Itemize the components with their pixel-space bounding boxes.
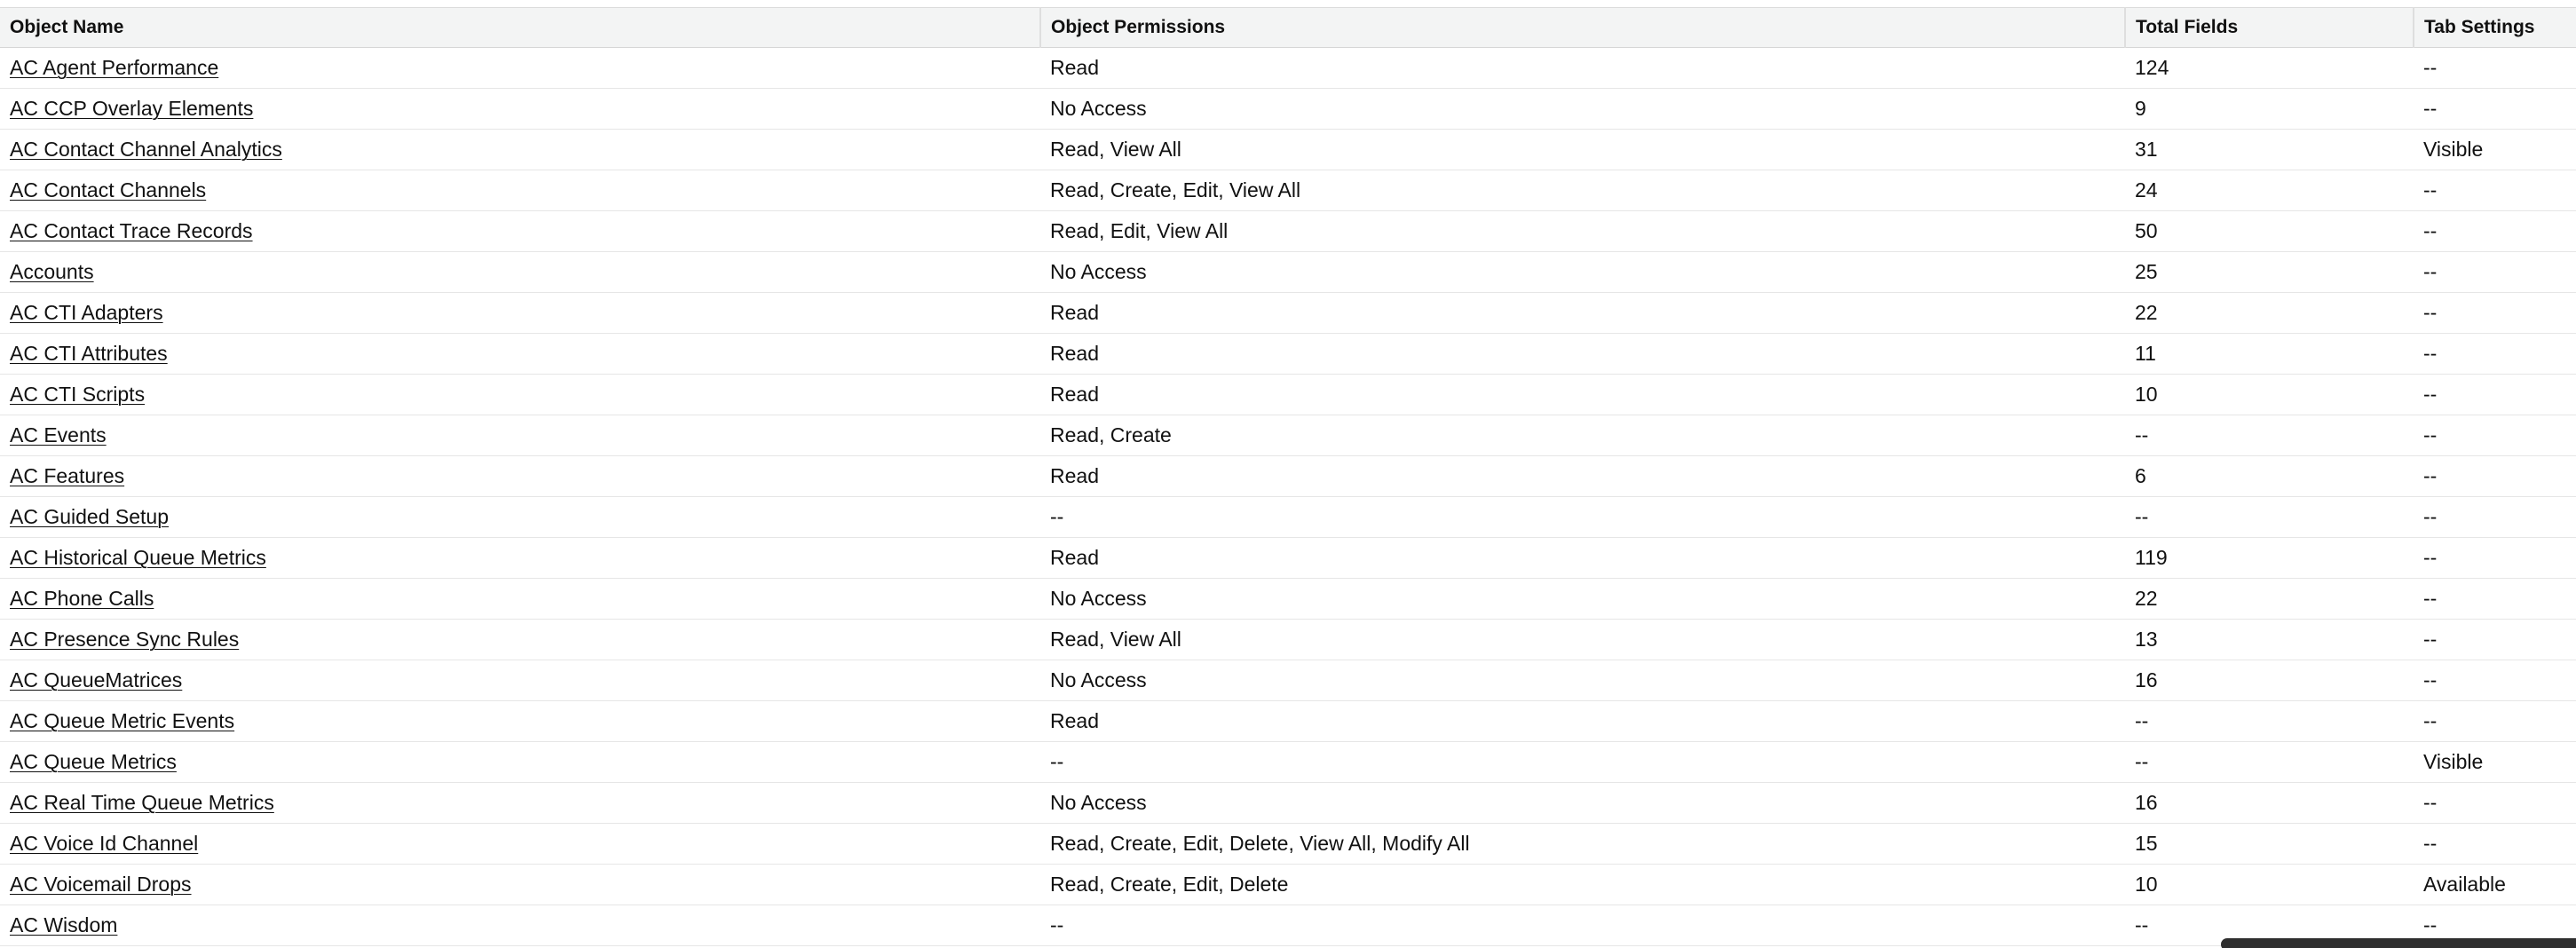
cell-tab-settings: --: [2414, 905, 2576, 946]
object-name-link[interactable]: AC Agent Performance: [10, 56, 219, 79]
cell-tab-settings: --: [2414, 579, 2576, 620]
object-settings-table: [0, 7, 2576, 946]
cell-total-fields: 22: [2125, 293, 2414, 334]
cell-total-fields: 31: [2125, 130, 2414, 170]
cell-tab-settings: --: [2414, 89, 2576, 130]
object-name-link[interactable]: AC Historical Queue Metrics: [10, 546, 266, 569]
cell-tab-settings: --: [2414, 701, 2576, 742]
table-row: [0, 89, 2576, 130]
object-name-link[interactable]: AC CCP Overlay Elements: [10, 97, 254, 120]
cell-tab-settings: --: [2414, 334, 2576, 375]
cell-total-fields: 9: [2125, 89, 2414, 130]
cell-object-name: [0, 620, 1040, 660]
cell-object-permissions: Read, View All: [1040, 620, 2125, 660]
cell-object-permissions: Read: [1040, 48, 2125, 89]
table-row: [0, 701, 2576, 742]
cell-tab-settings: --: [2414, 252, 2576, 293]
cell-object-permissions: Read: [1040, 293, 2125, 334]
object-name-link[interactable]: AC CTI Adapters: [10, 301, 163, 324]
header-object-name[interactable]: Object Name: [0, 8, 1040, 48]
cell-object-name: [0, 497, 1040, 538]
object-name-link[interactable]: AC Contact Channel Analytics: [10, 138, 282, 161]
cell-object-name: [0, 252, 1040, 293]
cell-tab-settings: Visible: [2414, 742, 2576, 783]
cell-total-fields: 22: [2125, 579, 2414, 620]
cell-tab-settings: Available: [2414, 865, 2576, 905]
cell-object-name: [0, 48, 1040, 89]
cell-object-name: [0, 170, 1040, 211]
cell-object-name: [0, 579, 1040, 620]
table-row: [0, 293, 2576, 334]
cell-total-fields: --: [2125, 742, 2414, 783]
cell-object-name: [0, 865, 1040, 905]
object-name-link[interactable]: AC Queue Metrics: [10, 750, 177, 773]
cell-object-permissions: No Access: [1040, 89, 2125, 130]
object-settings-table-container: [0, 7, 2576, 946]
object-name-link[interactable]: AC Voice Id Channel: [10, 832, 199, 855]
table-row: [0, 783, 2576, 824]
cell-object-permissions: Read, View All: [1040, 130, 2125, 170]
cell-object-name: [0, 824, 1040, 865]
cell-object-permissions: No Access: [1040, 783, 2125, 824]
header-object-permissions[interactable]: Object Permissions: [1040, 8, 2125, 48]
object-name-link[interactable]: AC QueueMatrices: [10, 668, 183, 691]
cell-object-permissions: --: [1040, 497, 2125, 538]
table-row: [0, 865, 2576, 905]
cell-tab-settings: --: [2414, 293, 2576, 334]
cell-tab-settings: --: [2414, 660, 2576, 701]
cell-object-permissions: Read: [1040, 538, 2125, 579]
object-name-link[interactable]: AC Wisdom: [10, 913, 118, 936]
cell-object-permissions: Read, Create, Edit, Delete, View All, Modify All: [1040, 824, 2125, 865]
cell-tab-settings: --: [2414, 620, 2576, 660]
cell-object-name: [0, 293, 1040, 334]
cell-total-fields: 119: [2125, 538, 2414, 579]
table-row: [0, 252, 2576, 293]
cell-total-fields: 124: [2125, 48, 2414, 89]
table-row: [0, 415, 2576, 456]
cell-total-fields: 15: [2125, 824, 2414, 865]
cell-tab-settings: --: [2414, 375, 2576, 415]
table-row: [0, 456, 2576, 497]
cell-tab-settings: --: [2414, 170, 2576, 211]
table-row: [0, 824, 2576, 865]
cell-total-fields: --: [2125, 701, 2414, 742]
object-name-link[interactable]: AC Queue Metric Events: [10, 709, 235, 732]
cell-total-fields: 16: [2125, 783, 2414, 824]
cell-object-permissions: --: [1040, 905, 2125, 946]
cell-object-name: [0, 783, 1040, 824]
cell-object-permissions: No Access: [1040, 660, 2125, 701]
cell-object-permissions: Read, Edit, View All: [1040, 211, 2125, 252]
cell-object-permissions: Read, Create, Edit, View All: [1040, 170, 2125, 211]
cell-tab-settings: --: [2414, 415, 2576, 456]
cell-object-permissions: Read: [1040, 375, 2125, 415]
object-name-link[interactable]: AC Contact Trace Records: [10, 219, 253, 242]
table-row: [0, 742, 2576, 783]
table-row: [0, 905, 2576, 946]
cell-object-name: [0, 905, 1040, 946]
object-name-link[interactable]: AC Contact Channels: [10, 178, 207, 201]
cell-tab-settings: --: [2414, 497, 2576, 538]
object-name-link[interactable]: AC Guided Setup: [10, 505, 170, 528]
cell-total-fields: --: [2125, 415, 2414, 456]
cell-tab-settings: --: [2414, 783, 2576, 824]
cell-object-name: [0, 375, 1040, 415]
object-name-link[interactable]: AC Events: [10, 423, 107, 446]
cell-total-fields: 6: [2125, 456, 2414, 497]
cell-total-fields: --: [2125, 905, 2414, 946]
object-name-link[interactable]: AC Features: [10, 464, 125, 487]
cell-object-name: [0, 538, 1040, 579]
cell-tab-settings: --: [2414, 48, 2576, 89]
cell-object-name: [0, 660, 1040, 701]
cell-object-permissions: Read: [1040, 334, 2125, 375]
cell-total-fields: 11: [2125, 334, 2414, 375]
cell-total-fields: 25: [2125, 252, 2414, 293]
cell-total-fields: 16: [2125, 660, 2414, 701]
horizontal-scrollbar-thumb[interactable]: [2221, 938, 2576, 948]
table-header-row: [0, 8, 2576, 48]
object-name-link[interactable]: AC Phone Calls: [10, 587, 154, 610]
cell-object-name: [0, 89, 1040, 130]
cell-tab-settings: --: [2414, 824, 2576, 865]
cell-object-name: [0, 742, 1040, 783]
cell-object-permissions: --: [1040, 742, 2125, 783]
table-row: [0, 48, 2576, 89]
cell-object-name: [0, 130, 1040, 170]
cell-tab-settings: Visible: [2414, 130, 2576, 170]
table-row: [0, 660, 2576, 701]
cell-object-permissions: No Access: [1040, 252, 2125, 293]
table-row: [0, 538, 2576, 579]
object-name-link[interactable]: AC CTI Scripts: [10, 383, 146, 406]
cell-object-permissions: Read, Create, Edit, Delete: [1040, 865, 2125, 905]
cell-object-permissions: Read, Create: [1040, 415, 2125, 456]
cell-total-fields: 10: [2125, 865, 2414, 905]
cell-object-permissions: No Access: [1040, 579, 2125, 620]
cell-object-name: [0, 701, 1040, 742]
cell-object-name: [0, 211, 1040, 252]
cell-object-name: [0, 334, 1040, 375]
cell-total-fields: 24: [2125, 170, 2414, 211]
table-row: [0, 170, 2576, 211]
cell-tab-settings: --: [2414, 211, 2576, 252]
cell-tab-settings: --: [2414, 456, 2576, 497]
table-row: [0, 497, 2576, 538]
cell-total-fields: --: [2125, 497, 2414, 538]
cell-tab-settings: --: [2414, 538, 2576, 579]
cell-object-permissions: Read: [1040, 456, 2125, 497]
table-row: [0, 211, 2576, 252]
table-row: [0, 334, 2576, 375]
table-row: [0, 579, 2576, 620]
object-name-link[interactable]: AC Presence Sync Rules: [10, 628, 240, 651]
cell-object-name: [0, 456, 1040, 497]
header-tab-settings[interactable]: Tab Settings: [2414, 8, 2576, 48]
cell-total-fields: 13: [2125, 620, 2414, 660]
cell-object-permissions: Read: [1040, 701, 2125, 742]
cell-total-fields: 50: [2125, 211, 2414, 252]
object-name-link[interactable]: Accounts: [10, 260, 94, 283]
cell-total-fields: 10: [2125, 375, 2414, 415]
table-row: [0, 375, 2576, 415]
table-row: [0, 620, 2576, 660]
header-total-fields[interactable]: Total Fields: [2125, 8, 2414, 48]
table-body: [0, 48, 2576, 946]
table-row: [0, 130, 2576, 170]
object-name-link[interactable]: AC CTI Attributes: [10, 342, 168, 365]
cell-object-name: [0, 415, 1040, 456]
object-name-link[interactable]: AC Real Time Queue Metrics: [10, 791, 274, 814]
object-name-link[interactable]: AC Voicemail Drops: [10, 873, 192, 896]
